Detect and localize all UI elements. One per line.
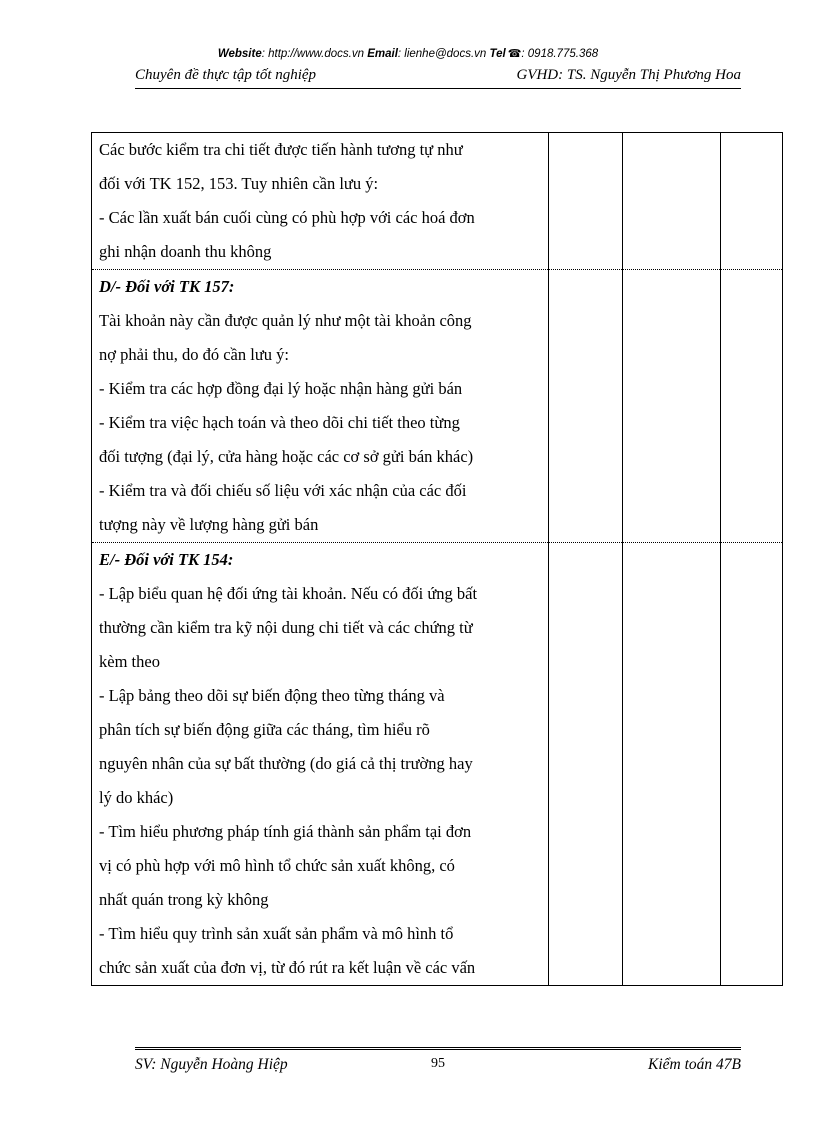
- empty-cell: [549, 270, 623, 543]
- website-value: : http://www.docs.vn: [261, 48, 364, 60]
- table-row: [92, 543, 783, 986]
- table-row: [92, 133, 783, 270]
- empty-cell: [721, 133, 783, 270]
- empty-cell: [623, 543, 721, 986]
- procedure-line: - Kiểm tra việc hạch toán và theo dõi chi tiết theo từng: [99, 413, 460, 432]
- procedure-line: ghi nhận doanh thu không: [99, 242, 272, 261]
- procedure-line: Các bước kiểm tra chi tiết được tiến hành tương tự như: [99, 140, 463, 159]
- table-row: [92, 270, 783, 543]
- procedure-cell: [92, 270, 549, 543]
- empty-cell: [623, 270, 721, 543]
- page-header: [135, 66, 741, 89]
- procedure-cell: [92, 133, 549, 270]
- email-value: : lienhe@docs.vn: [397, 48, 487, 60]
- page-number: 95: [431, 1056, 445, 1071]
- procedure-line: tượng này về lượng hàng gửi bán: [99, 515, 319, 534]
- procedure-line: - Lập biểu quan hệ đối ứng tài khoản. Nếu có đối ứng bất: [99, 584, 478, 603]
- section-heading: D/- Đối với TK 157:: [99, 277, 235, 296]
- website-contact-line: [0, 47, 816, 60]
- empty-cell: [623, 133, 721, 270]
- header-title: Chuyên đề thực tập tốt nghiệp: [135, 67, 317, 83]
- procedure-line: phân tích sự biến động giữa các tháng, tìm hiểu rõ: [99, 720, 430, 739]
- procedure-line: - Kiểm tra các hợp đồng đại lý hoặc nhận hàng gửi bán: [99, 379, 463, 398]
- procedure-line: nguyên nhân của sự bất thường (do giá cả thị trường hay: [99, 754, 473, 773]
- procedure-line: nhất quán trong kỳ không: [99, 890, 269, 909]
- tel-value: : 0918.775.368: [521, 48, 599, 60]
- section-heading: E/- Đối với TK 154:: [99, 550, 234, 569]
- procedure-line: - Tìm hiểu quy trình sản xuất sản phẩm và mô hình tổ: [99, 924, 454, 943]
- procedure-line: kèm theo: [99, 652, 160, 671]
- empty-cell: [721, 270, 783, 543]
- procedure-line: - Lập bảng theo dõi sự biến động theo từng tháng và: [99, 686, 445, 705]
- procedure-line: đối tượng (đại lý, cửa hàng hoặc các cơ sở gửi bán khác): [99, 447, 474, 466]
- phone-icon: ☎: [507, 48, 522, 60]
- procedure-cell: [92, 543, 549, 986]
- procedure-line: thường cần kiểm tra kỹ nội dung chi tiết và các chứng từ: [99, 618, 473, 637]
- email-label: Email: [367, 48, 398, 60]
- empty-cell: [721, 543, 783, 986]
- footer-class: Kiểm toán 47B: [648, 1056, 741, 1073]
- audit-procedure-table: [91, 132, 783, 986]
- empty-cell: [549, 133, 623, 270]
- procedure-line: Tài khoản này cần được quản lý như một tài khoản công: [99, 311, 472, 330]
- page-footer: [135, 1047, 741, 1080]
- procedure-line: vị có phù hợp với mô hình tổ chức sản xuất không, có: [99, 856, 455, 875]
- footer-student: SV: Nguyễn Hoàng Hiệp: [135, 1056, 288, 1073]
- procedure-line: chức sản xuất của đơn vị, từ đó rút ra kết luận về các vấn: [99, 958, 476, 977]
- header-supervisor: GVHD: TS. Nguyễn Thị Phương Hoa: [516, 67, 741, 83]
- procedure-line: đối với TK 152, 153. Tuy nhiên cần lưu ý:: [99, 174, 379, 193]
- tel-label: Tel: [489, 48, 506, 60]
- procedure-line: - Kiểm tra và đối chiếu số liệu với xác nhận của các đối: [99, 481, 467, 500]
- empty-cell: [549, 543, 623, 986]
- procedure-line: nợ phải thu, do đó cần lưu ý:: [99, 345, 289, 364]
- procedure-line: - Tìm hiểu phương pháp tính giá thành sản phẩm tại đơn: [99, 822, 472, 841]
- procedure-line: lý do khác): [99, 788, 174, 807]
- website-label: Website: [217, 48, 262, 60]
- procedure-line: - Các lần xuất bán cuối cùng có phù hợp với các hoá đơn: [99, 208, 475, 227]
